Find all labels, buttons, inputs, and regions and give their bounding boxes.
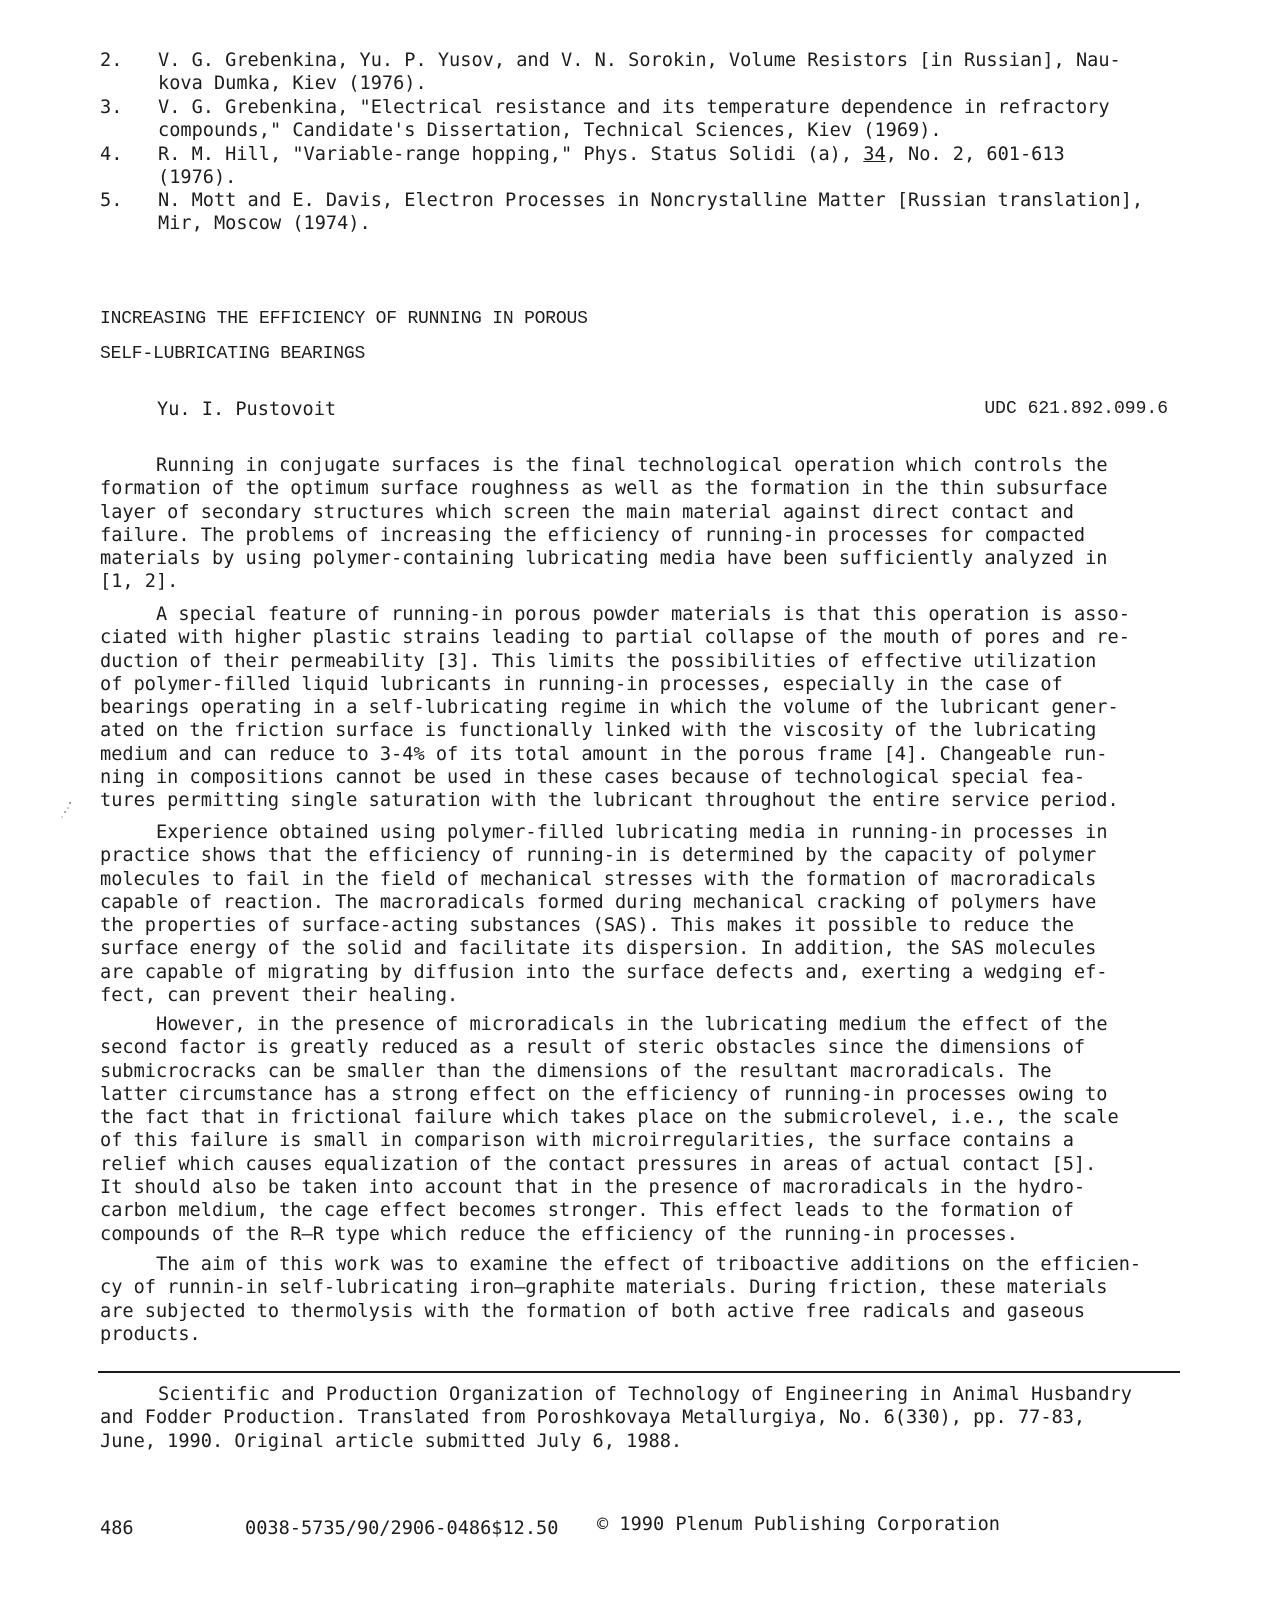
text-line: medium and can reduce to 3-4% of its total amount in the porous frame [4]. Changeable run- xyxy=(100,743,1108,765)
article-title-line: SELF-LUBRICATING BEARINGS xyxy=(100,344,366,364)
text-line: the fact that in frictional failure which takes place on the submicrolevel, i.e., the scale xyxy=(100,1107,1119,1129)
text-line: fect, can prevent their healing. xyxy=(100,985,459,1007)
text-line: molecules to fail in the field of mechanical stresses with the formation of macroradicals xyxy=(100,868,1097,890)
reference-item xyxy=(100,143,1180,189)
scan-artifact-icon xyxy=(60,800,74,820)
text-line: ciated with higher plastic strains leading to partial collapse of the mouth of pores and re- xyxy=(100,627,1130,649)
footnote-line: June, 1990. Original article submitted July 6, 1988. xyxy=(100,1430,683,1452)
reference-item xyxy=(100,49,1180,95)
text-line: duction of their permeability [3]. This limits the possibilities of effective utilization xyxy=(100,650,1097,672)
text-line: of polymer-filled liquid lubricants in running-in processes, especially in the case of xyxy=(100,673,1063,695)
text-line: cy of runnin-in self-lubricating iron—graphite materials. During friction, these materials xyxy=(100,1277,1108,1299)
text-line: practice shows that the efficiency of running-in is determined by the capacity of polymer xyxy=(100,845,1097,867)
text-line: the properties of surface-acting substances (SAS). This makes it possible to reduce the xyxy=(100,915,1074,937)
text-line: relief which causes equalization of the contact pressures in areas of actual contact [5]. xyxy=(100,1153,1097,1175)
reference-number: 3. xyxy=(100,97,123,118)
article-title-line: INCREASING THE EFFICIENCY OF RUNNING IN POROUS xyxy=(100,309,588,329)
footnote xyxy=(100,1383,1190,1453)
text-line: latter circumstance has a strong effect on the efficiency of running-in processes owing to xyxy=(100,1083,1108,1105)
reference-number: 4. xyxy=(100,144,123,165)
text-line: submicrocracks can be smaller than the dimensions of the resultant macroradicals. The xyxy=(100,1060,1052,1082)
text-line: [1, 2]. xyxy=(100,571,179,593)
footnote-line: and Fodder Production. Translated from Poroshkovaya Metallurgiya, No. 6(330), pp. 77-83, xyxy=(100,1407,1086,1429)
reference-number: 5. xyxy=(100,190,123,211)
text-line: second factor is greatly reduced as a result of steric obstacles since the dimensions of xyxy=(100,1037,1086,1059)
body-paragraph xyxy=(100,603,1190,813)
text-line: It should also be taken into account that in the presence of macroradicals in the hydro- xyxy=(100,1177,1086,1199)
text-line: A special feature of running-in porous powder materials is that this operation is asso- xyxy=(156,604,1130,625)
reference-line: Mir, Moscow (1974). xyxy=(158,213,371,234)
reference-line xyxy=(100,143,1180,166)
text-line: failure. The problems of increasing the efficiency of running-in processes for compacted xyxy=(100,524,1086,546)
reference-line: kova Dumka, Kiev (1976). xyxy=(158,73,427,94)
text-line: products. xyxy=(100,1323,201,1345)
text-line: ning in compositions cannot be used in these cases because of technological special fea- xyxy=(100,767,1086,789)
copyright-notice: © 1990 Plenum Publishing Corporation xyxy=(597,1514,1000,1535)
reference-line: V. G. Grebenkina, Yu. P. Yusov, and V. N. Sorokin, Volume Resistors [in Russian], Nau- xyxy=(158,50,1121,71)
body-paragraph xyxy=(100,821,1190,1007)
udc-code: UDC 621.892.099.6 xyxy=(984,399,1168,419)
body-paragraph xyxy=(100,1013,1190,1246)
text-line: are subjected to thermolysis with the formation of both active free radicals and gaseous xyxy=(100,1300,1086,1322)
text-line: Running in conjugate surfaces is the final technological operation which controls the xyxy=(156,455,1108,476)
reference-item xyxy=(100,96,1180,142)
text-line: The aim of this work was to examine the effect of triboactive additions on the efficien- xyxy=(156,1254,1142,1275)
text-line: ated on the friction surface is functionally linked with the viscosity of the lubricating xyxy=(100,720,1097,742)
author-name: Yu. I. Pustovoit xyxy=(157,399,337,420)
reference-text: R. M. Hill, "Variable-range hopping," Phys. Status Solidi (a), xyxy=(158,144,864,165)
reference-line: (1976). xyxy=(158,167,237,188)
reference-line: N. Mott and E. Davis, Electron Processes in Noncrystalline Matter [Russian translation], xyxy=(158,190,1144,211)
footnote-line: Scientific and Production Organization of Technology of Engineering in Animal Husbandry xyxy=(158,1384,1132,1405)
text-line: carbon meldium, the cage effect becomes stronger. This effect leads to the formation of xyxy=(100,1200,1074,1222)
text-line: materials by using polymer-containing lubricating media have been sufficiently analyzed in xyxy=(100,548,1108,570)
text-line: tures permitting single saturation with the lubricant throughout the entire service period. xyxy=(100,790,1119,812)
text-line: layer of secondary structures which screen the main material against direct contact and xyxy=(100,501,1074,523)
page-number: 486 xyxy=(100,1518,134,1539)
footnote-divider xyxy=(98,1371,1180,1373)
body-paragraph xyxy=(100,454,1190,594)
reference-line: compounds," Candidate's Dissertation, Technical Sciences, Kiev (1969). xyxy=(158,120,942,141)
text-line: However, in the presence of microradicals in the lubricating medium the effect of the xyxy=(156,1014,1108,1035)
body-paragraph xyxy=(100,1253,1190,1346)
text-line: are capable of migrating by diffusion into the surface defects and, exerting a wedging ef- xyxy=(100,961,1108,983)
reference-number: 2. xyxy=(100,50,123,71)
text-line: Experience obtained using polymer-filled lubricating media in running-in processes in xyxy=(156,822,1108,843)
text-line: compounds of the R—R type which reduce the efficiency of the running-in processes. xyxy=(100,1223,1018,1245)
volume-number: 34 xyxy=(863,144,886,165)
article-code: 0038-5735/90/2906-0486$12.50 xyxy=(245,1518,559,1539)
text-line: surface energy of the solid and facilitate its dispersion. In addition, the SAS molecules xyxy=(100,938,1097,960)
reference-item xyxy=(100,189,1180,235)
text-line: capable of reaction. The macroradicals formed during mechanical cracking of polymers have xyxy=(100,891,1097,913)
text-line: formation of the optimum surface roughness as well as the formation in the thin subsurface xyxy=(100,478,1108,500)
reference-text: , No. 2, 601-613 xyxy=(885,144,1065,165)
text-line: bearings operating in a self-lubricating regime in which the volume of the lubricant gener- xyxy=(100,697,1119,719)
text-line: of this failure is small in comparison with microirregularities, the surface contains a xyxy=(100,1130,1074,1152)
reference-line: V. G. Grebenkina, "Electrical resistance and its temperature dependence in refractory xyxy=(158,97,1110,118)
